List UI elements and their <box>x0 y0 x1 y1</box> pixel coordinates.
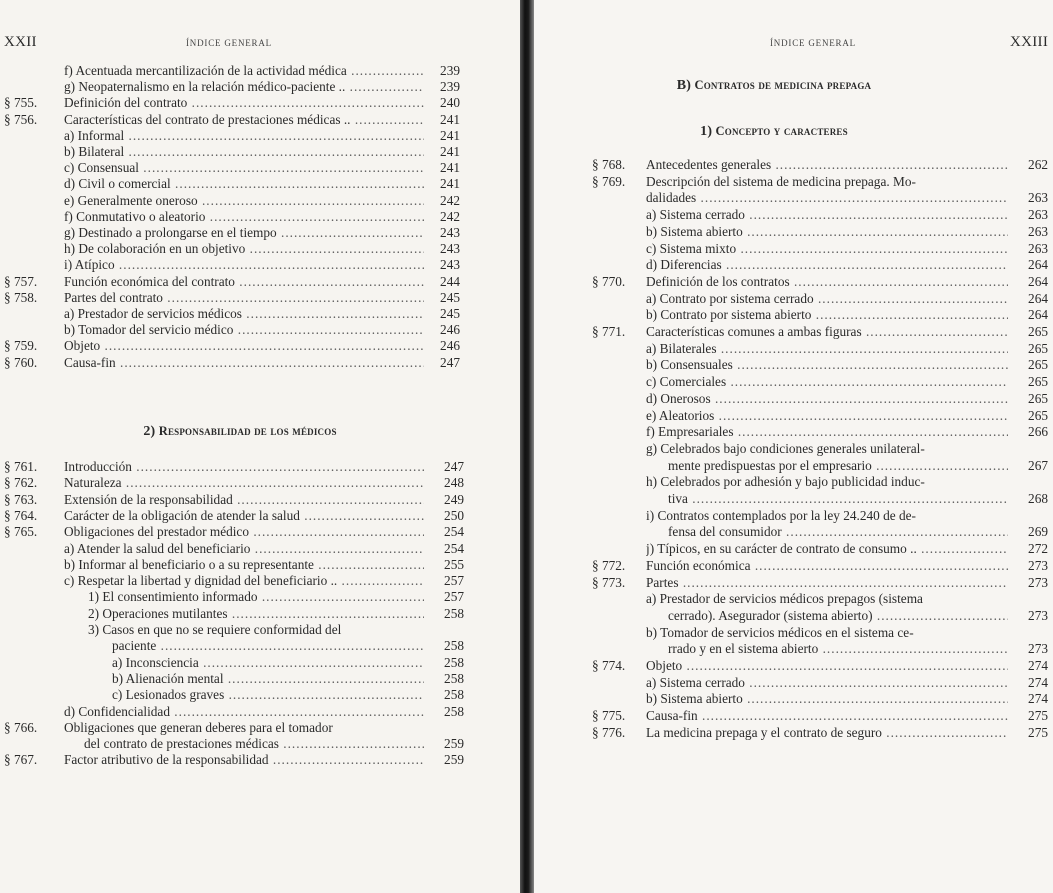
toc-section-number: § 764. <box>4 507 38 523</box>
toc-entry <box>646 391 1008 407</box>
toc-entry <box>88 622 424 638</box>
toc-entry-title: Naturaleza ..... <box>64 475 424 491</box>
toc-page-number: 265 <box>1028 374 1048 390</box>
toc-entry <box>646 658 1008 674</box>
toc-entry <box>112 671 424 687</box>
toc-entry-title: b) Contrato por sistema abierto ..... <box>646 307 1008 323</box>
toc-page-number: 263 <box>1028 190 1048 206</box>
toc-entry <box>646 174 1008 190</box>
toc-entry-title: Causa-fin ..... <box>646 708 1008 724</box>
toc-entry <box>668 491 1008 507</box>
toc-entry <box>64 160 424 176</box>
toc-entry <box>64 306 424 322</box>
toc-section-number: § 767. <box>4 752 38 768</box>
toc-entry <box>646 725 1008 741</box>
toc-entry-title: i) Contratos contemplados por la ley 24.240 de de- <box>646 507 916 523</box>
toc-section-number: § 775. <box>592 708 626 724</box>
toc-entry <box>668 641 1008 657</box>
toc-entry <box>646 591 1008 607</box>
toc-entry-title: tiva ..... <box>668 491 1008 507</box>
toc-entry <box>646 424 1008 440</box>
toc-page-number: 242 <box>440 208 460 224</box>
toc-page-number: 241 <box>440 176 460 192</box>
toc-entry-title: a) Informal ..... <box>64 128 424 144</box>
toc-entry-title: e) Aleatorios ..... <box>646 408 1008 424</box>
toc-page-number: 258 <box>444 703 464 719</box>
toc-page-number: 241 <box>440 144 460 159</box>
toc-entry-title: Obligaciones que generan deberes para el tomador <box>64 719 333 735</box>
toc-entry <box>646 474 1008 490</box>
toc-entry <box>646 341 1008 357</box>
toc-page-number: 258 <box>444 687 464 703</box>
toc-entry <box>646 190 1008 206</box>
toc-entry <box>64 95 424 111</box>
toc-entry <box>646 575 1008 591</box>
toc-entry <box>64 492 424 508</box>
toc-entry <box>64 475 424 491</box>
toc-section-number: § 765. <box>4 524 38 540</box>
toc-entry-title: a) Sistema cerrado ..... <box>646 207 1008 223</box>
toc-entry-title: Partes ..... <box>646 575 1008 591</box>
toc-entry <box>64 752 424 768</box>
toc-page-number: 264 <box>1028 257 1048 273</box>
toc-entry-title: j) Típicos, en su carácter de contrato de consumo .. ..... <box>646 541 1008 557</box>
toc-entry-title: f) Acentuada mercantilización de la actividad médica ..... <box>64 63 424 79</box>
toc-section-number: § 758. <box>4 289 38 305</box>
toc-entry-title: Definición de los contratos ..... <box>646 274 1008 290</box>
toc-entry-title: b) Tomador del servicio médico ..... <box>64 322 424 338</box>
toc-page-number: 258 <box>444 638 464 654</box>
toc-entry <box>646 224 1008 240</box>
toc-entry <box>64 112 424 128</box>
toc-page-number: 257 <box>444 589 464 605</box>
toc-page-number: 249 <box>444 491 464 507</box>
toc-page-number: 273 <box>1028 607 1048 623</box>
toc-entry <box>646 691 1008 707</box>
right-section-heading-num: 1) <box>700 124 713 139</box>
toc-page-number: 268 <box>1028 491 1048 506</box>
toc-entry <box>64 322 424 338</box>
left-section-heading <box>0 424 480 440</box>
toc-section-number: § 766. <box>4 719 38 735</box>
toc-entry-title: Función económica ..... <box>646 558 1008 574</box>
toc-entry-title: La medicina prepaga y el contrato de seguro ..... <box>646 725 1008 741</box>
toc-page-number: 266 <box>1028 424 1048 440</box>
toc-section-number: § 771. <box>592 324 626 339</box>
toc-entry-title: Factor atributivo de la responsabilidad ..... <box>64 752 424 768</box>
toc-page-number: 247 <box>444 459 464 474</box>
toc-page-number: 263 <box>1028 223 1048 239</box>
toc-page-number: 239 <box>440 79 460 95</box>
toc-page-number: 264 <box>1028 290 1048 306</box>
toc-entry-title: Causa-fin ..... <box>64 355 424 371</box>
toc-page-number: 254 <box>444 540 464 556</box>
toc-entry-title: Características del contrato de prestaciones médicas .. ..... <box>64 112 424 128</box>
toc-entry <box>646 708 1008 724</box>
toc-entry <box>64 144 424 160</box>
toc-section-number: § 769. <box>592 173 626 189</box>
toc-entry-title: d) Confidencialidad ..... <box>64 704 424 720</box>
toc-entry-title: paciente ..... <box>112 638 424 654</box>
right-part-heading-num: B) <box>676 78 692 93</box>
toc-entry-title: g) Celebrados bajo condiciones generales unilateral- <box>646 440 925 456</box>
toc-section-number: § 761. <box>4 459 38 474</box>
toc-page-number: 265 <box>1028 324 1048 339</box>
toc-entry-title: a) Prestador de servicios médicos prepagos (sistema <box>646 591 923 607</box>
toc-entry-title: 1) El consentimiento informado ..... <box>88 589 424 605</box>
toc-section-number: § 757. <box>4 273 38 289</box>
toc-entry-title: c) Sistema mixto ..... <box>646 241 1008 257</box>
toc-section-number: § 770. <box>592 273 626 289</box>
toc-entry <box>112 687 424 703</box>
toc-entry-title: cerrado). Asegurador (sistema abierto) ..... <box>668 608 1008 624</box>
toc-page-number: 259 <box>444 752 464 768</box>
toc-page-number: 265 <box>1028 340 1048 356</box>
toc-entry <box>64 290 424 306</box>
toc-entry <box>88 606 424 622</box>
toc-section-number: § 762. <box>4 475 38 491</box>
toc-entry-title: del contrato de prestaciones médicas ..... <box>84 736 424 752</box>
toc-page-number: 248 <box>444 475 464 491</box>
toc-entry <box>646 307 1008 323</box>
toc-page-number: 259 <box>444 736 464 752</box>
toc-entry-title: dalidades ..... <box>646 190 1008 206</box>
toc-page-number: 239 <box>440 63 460 78</box>
toc-entry-title: fensa del consumidor ..... <box>668 524 1008 540</box>
toc-page-number: 269 <box>1028 524 1048 540</box>
toc-entry <box>64 338 424 354</box>
toc-entry <box>64 225 424 241</box>
toc-entry-title: Definición del contrato ..... <box>64 95 424 111</box>
toc-entry-title: Antecedentes generales ..... <box>646 157 1008 173</box>
toc-page-number: 250 <box>444 507 464 523</box>
toc-entry <box>64 704 424 720</box>
toc-entry <box>112 655 424 671</box>
toc-page-number: 275 <box>1028 708 1048 724</box>
toc-page-number: 243 <box>440 225 460 240</box>
toc-entry-title: f) Conmutativo o aleatorio ..... <box>64 209 424 225</box>
toc-entry-title: 2) Operaciones mutilantes ..... <box>88 606 424 622</box>
toc-page-number: 272 <box>1028 541 1048 557</box>
toc-entry <box>112 638 424 654</box>
toc-page-number: 273 <box>1028 557 1048 573</box>
toc-entry-title: g) Neopaternalismo en la relación médico-paciente .. ..... <box>64 79 424 95</box>
toc-section-number: § 768. <box>592 157 626 172</box>
toc-entry-title: b) Sistema abierto ..... <box>646 224 1008 240</box>
toc-entry-title: d) Onerosos ..... <box>646 391 1008 407</box>
toc-entry-title: Objeto ..... <box>64 338 424 354</box>
toc-page-number: 245 <box>440 306 460 321</box>
toc-page-number: 242 <box>440 192 460 208</box>
toc-page-number: 255 <box>444 556 464 572</box>
toc-page-number: 243 <box>440 257 460 273</box>
toc-entry-title: c) Consensual ..... <box>64 160 424 176</box>
toc-entry-title: b) Tomador de servicios médicos en el sistema ce- <box>646 624 914 640</box>
toc-section-number: § 772. <box>592 557 626 573</box>
toc-entry-title: d) Diferencias ..... <box>646 257 1008 273</box>
toc-page-number: 243 <box>440 241 460 257</box>
toc-section-number: § 759. <box>4 338 38 354</box>
right-running-title: ÍNDICE GENERAL <box>770 38 856 48</box>
toc-entry <box>64 241 424 257</box>
right-part-heading <box>534 78 1014 94</box>
toc-page-number: 267 <box>1028 457 1048 473</box>
toc-section-number: § 776. <box>592 724 626 740</box>
toc-page-number: 265 <box>1028 390 1048 406</box>
toc-entry <box>64 459 424 475</box>
toc-entry-title: c) Lesionados graves ..... <box>112 687 424 703</box>
toc-entry-title: Características comunes a ambas figuras ..... <box>646 324 1008 340</box>
toc-entry <box>64 257 424 273</box>
toc-entry <box>64 355 424 371</box>
toc-page-number: 274 <box>1028 658 1048 673</box>
toc-entry <box>646 625 1008 641</box>
toc-page-number: 274 <box>1028 691 1048 707</box>
toc-page-number: 254 <box>444 524 464 540</box>
toc-page-number: 258 <box>444 670 464 686</box>
toc-page-number: 265 <box>1028 357 1048 373</box>
toc-entry-title: f) Empresariales ..... <box>646 424 1008 440</box>
toc-entry-title: g) Destinado a prolongarse en el tiempo ..... <box>64 225 424 241</box>
toc-entry <box>668 458 1008 474</box>
toc-entry <box>646 274 1008 290</box>
toc-entry <box>88 589 424 605</box>
toc-section-number: § 755. <box>4 95 38 111</box>
toc-entry <box>64 79 424 95</box>
toc-entry <box>64 128 424 144</box>
toc-entry <box>668 524 1008 540</box>
toc-page-number: 245 <box>440 289 460 305</box>
toc-page-number: 273 <box>1028 641 1048 657</box>
toc-entry <box>64 541 424 557</box>
toc-page-number: 247 <box>440 354 460 370</box>
toc-entry-title: mente predispuestas por el empresario ..... <box>668 458 1008 474</box>
toc-entry <box>64 508 424 524</box>
toc-entry-title: Objeto ..... <box>646 658 1008 674</box>
toc-page-number: 246 <box>440 338 460 354</box>
toc-entry <box>64 63 424 79</box>
toc-entry <box>84 736 424 752</box>
toc-entry-title: c) Comerciales ..... <box>646 374 1008 390</box>
toc-page-number: 265 <box>1028 407 1048 423</box>
toc-entry-title: b) Alienación mental ..... <box>112 671 424 687</box>
right-section-heading <box>534 124 1014 140</box>
toc-entry <box>646 241 1008 257</box>
toc-section-number: § 774. <box>592 658 626 673</box>
toc-page-number: 273 <box>1028 574 1048 590</box>
book-gutter <box>520 0 534 893</box>
toc-page-number: 274 <box>1028 674 1048 690</box>
toc-page-number: 240 <box>440 95 460 111</box>
toc-entry <box>646 508 1008 524</box>
toc-page-number: 244 <box>440 273 460 289</box>
toc-page-number: 263 <box>1028 240 1048 256</box>
toc-entry <box>646 374 1008 390</box>
toc-entry <box>646 441 1008 457</box>
toc-section-number: § 756. <box>4 111 38 127</box>
toc-entry <box>64 720 424 736</box>
toc-entry <box>64 573 424 589</box>
toc-page-number: 246 <box>440 322 460 338</box>
toc-entry <box>646 257 1008 273</box>
left-section-heading-num: 2) <box>143 424 156 439</box>
toc-entry-title: a) Contrato por sistema cerrado ..... <box>646 291 1008 307</box>
left-folio: XXII <box>4 34 37 50</box>
toc-entry-title: Función económica del contrato ..... <box>64 274 424 290</box>
toc-section-number: § 773. <box>592 574 626 590</box>
toc-entry <box>646 324 1008 340</box>
toc-entry-title: h) De colaboración en un objetivo ..... <box>64 241 424 257</box>
left-page <box>0 0 520 893</box>
toc-entry-title: b) Informar al beneficiario o a su representante ..... <box>64 557 424 573</box>
toc-entry <box>64 176 424 192</box>
toc-entry <box>646 675 1008 691</box>
toc-section-number: § 763. <box>4 491 38 507</box>
toc-page-number: 275 <box>1028 724 1048 740</box>
toc-entry-title: d) Civil o comercial ..... <box>64 176 424 192</box>
right-part-heading-text: Contratos de medicina prepaga <box>694 78 872 92</box>
toc-entry <box>668 608 1008 624</box>
toc-entry <box>646 408 1008 424</box>
toc-page-number: 264 <box>1028 307 1048 323</box>
toc-entry-title: 3) Casos en que no se requiere conformidad del <box>88 622 342 637</box>
toc-page-number: 264 <box>1028 273 1048 289</box>
toc-entry <box>646 541 1008 557</box>
toc-entry-title: b) Consensuales ..... <box>646 357 1008 373</box>
toc-entry-title: i) Atípico ..... <box>64 257 424 273</box>
toc-page-number: 241 <box>440 111 460 127</box>
toc-entry-title: a) Prestador de servicios médicos ..... <box>64 306 424 322</box>
toc-page-number: 263 <box>1028 207 1048 223</box>
toc-entry-title: a) Inconsciencia ..... <box>112 655 424 671</box>
toc-entry-title: b) Sistema abierto ..... <box>646 691 1008 707</box>
toc-entry-title: Introducción ..... <box>64 459 424 475</box>
toc-entry-title: e) Generalmente oneroso ..... <box>64 193 424 209</box>
toc-entry <box>646 558 1008 574</box>
toc-entry-title: h) Celebrados por adhesión y bajo publicidad induc- <box>646 474 925 490</box>
toc-page-number: 262 <box>1028 157 1048 172</box>
toc-entry-title: Partes del contrato ..... <box>64 290 424 306</box>
toc-page-number: 258 <box>444 654 464 670</box>
toc-page-number: 257 <box>444 573 464 589</box>
toc-page-number: 241 <box>440 127 460 143</box>
right-folio: XXIII <box>1010 34 1049 50</box>
toc-page-number: 241 <box>440 160 460 176</box>
toc-entry <box>64 524 424 540</box>
toc-entry-title: Descripción del sistema de medicina prepaga. Mo- <box>646 173 916 189</box>
toc-entry <box>64 274 424 290</box>
toc-entry-title: rrado y en el sistema abierto ..... <box>668 641 1008 657</box>
toc-entry-title: Extensión de la responsabilidad ..... <box>64 492 424 508</box>
toc-entry-title: a) Sistema cerrado ..... <box>646 675 1008 691</box>
toc-section-number: § 760. <box>4 354 38 370</box>
toc-entry-title: b) Bilateral ..... <box>64 144 424 160</box>
toc-entry-title: a) Atender la salud del beneficiario ..... <box>64 541 424 557</box>
left-running-title: ÍNDICE GENERAL <box>186 38 272 48</box>
toc-entry <box>646 357 1008 373</box>
toc-entry-title: a) Bilaterales ..... <box>646 341 1008 357</box>
right-section-heading-text: Concepto y caracteres <box>715 124 848 138</box>
toc-entry <box>64 209 424 225</box>
toc-page-number: 258 <box>444 605 464 621</box>
toc-entry-title: Carácter de la obligación de atender la salud ..... <box>64 508 424 524</box>
left-section-heading-text: Responsabilidad de los médicos <box>158 424 337 438</box>
right-page <box>534 0 1053 893</box>
toc-entry-title: c) Respetar la libertad y dignidad del beneficiario .. ..... <box>64 573 424 589</box>
toc-entry <box>646 291 1008 307</box>
toc-entry-title: Obligaciones del prestador médico ..... <box>64 524 424 540</box>
toc-entry <box>64 557 424 573</box>
toc-entry <box>64 193 424 209</box>
toc-entry <box>646 207 1008 223</box>
toc-entry <box>646 157 1008 173</box>
